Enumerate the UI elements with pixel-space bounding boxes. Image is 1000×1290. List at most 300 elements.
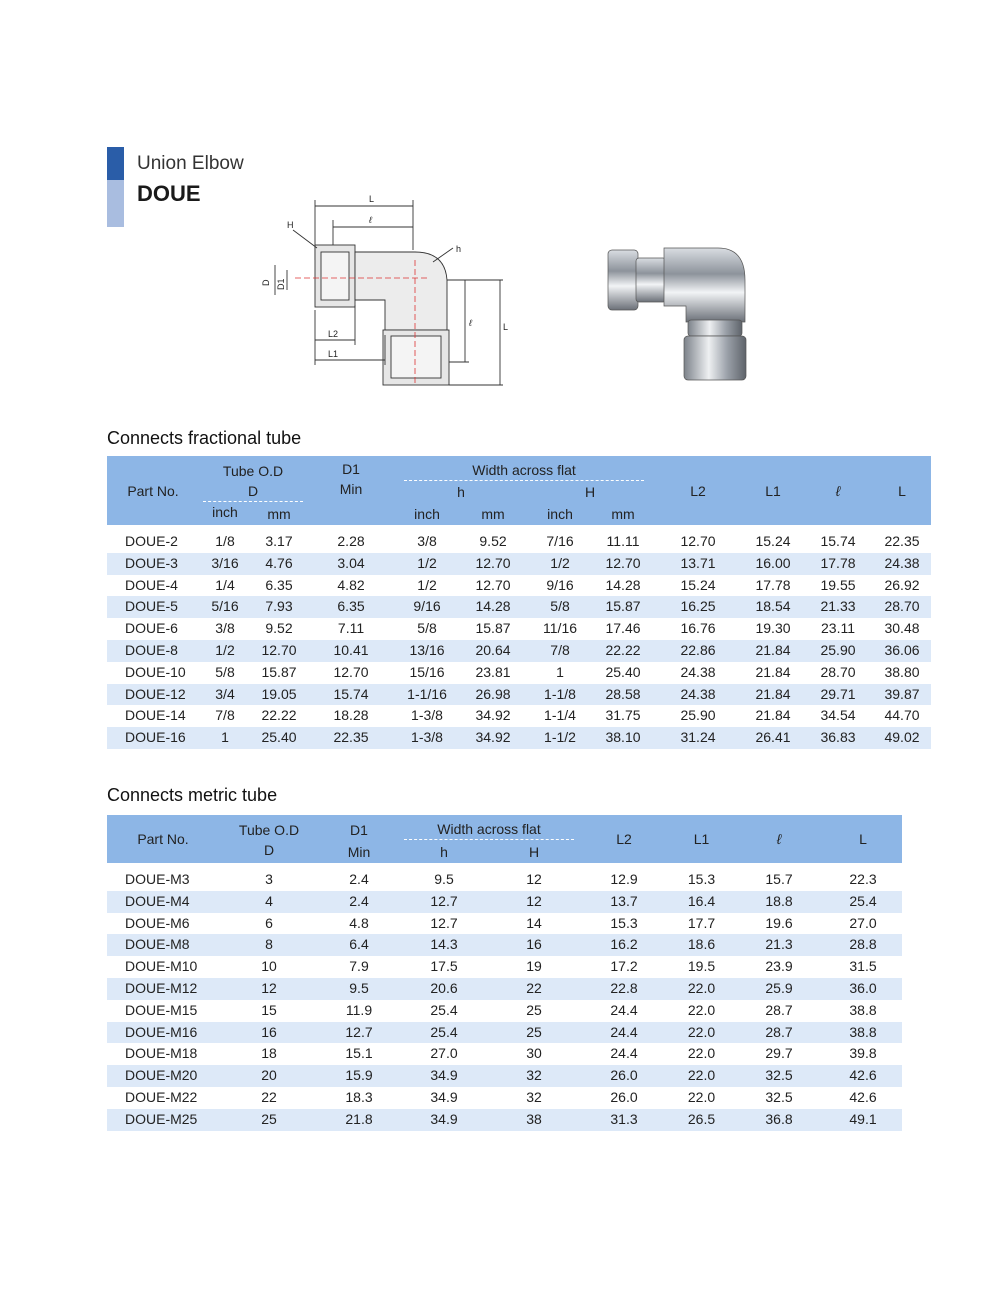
m-col-tube-od: Tube O.D (219, 815, 319, 840)
table-cell: 30.48 (873, 618, 931, 640)
table-cell: 12.70 (593, 553, 653, 575)
product-photo (600, 240, 750, 390)
table-cell: 21.84 (743, 684, 803, 706)
col-H-inch: inch (527, 502, 593, 525)
table-cell: 28.58 (593, 684, 653, 706)
col-h-big: H (527, 481, 653, 502)
dim-label-D1: D1 (276, 278, 286, 290)
table-cell: 1/2 (395, 575, 459, 597)
table-cell: 24.38 (873, 553, 931, 575)
table-cell: 27.0 (399, 1043, 489, 1065)
table-cell: 20.6 (399, 978, 489, 1000)
table-cell: 12.7 (399, 891, 489, 913)
table-cell: 11.9 (319, 1000, 399, 1022)
part-number-cell: DOUE-M6 (107, 913, 219, 935)
table-cell: 1-3/8 (395, 727, 459, 749)
table-cell: 21.84 (743, 662, 803, 684)
table-cell: 25.4 (399, 1000, 489, 1022)
table-cell: 1/2 (199, 640, 251, 662)
table-cell: 4.82 (307, 575, 395, 597)
table-cell: 7/8 (199, 705, 251, 727)
table-cell: 22.86 (653, 640, 743, 662)
table-cell: 24.4 (579, 1043, 669, 1065)
table-cell: 17.5 (399, 956, 489, 978)
table-cell: 1/8 (199, 531, 251, 553)
table-cell: 11/16 (527, 618, 593, 640)
table-cell: 22.0 (669, 1000, 734, 1022)
table-cell: 24.38 (653, 684, 743, 706)
table-row (107, 618, 931, 640)
table-cell: 49.02 (873, 727, 931, 749)
accent-bar-dark (107, 147, 124, 180)
table-row (107, 531, 931, 553)
m-col-width-across-flat (399, 815, 579, 840)
table-cell: 12.7 (399, 913, 489, 935)
table-cell: 6.4 (319, 934, 399, 956)
table-cell: 36.06 (873, 640, 931, 662)
table-cell: 18.54 (743, 596, 803, 618)
table-row (107, 1022, 902, 1044)
table-cell: 25 (489, 1022, 579, 1044)
part-number-cell: DOUE-12 (107, 684, 199, 706)
table-cell: 8 (219, 934, 319, 956)
table-cell: 26.98 (459, 684, 527, 706)
part-number-cell: DOUE-M25 (107, 1109, 219, 1131)
table-cell: 15.7 (734, 869, 824, 891)
table-cell: 32.5 (734, 1065, 824, 1087)
table-cell: 42.6 (824, 1065, 902, 1087)
col-d-inch: inch (199, 502, 251, 525)
table-cell: 3/8 (395, 531, 459, 553)
table-cell: 38.8 (824, 1000, 902, 1022)
table-cell: 5/8 (527, 596, 593, 618)
table-cell: 13/16 (395, 640, 459, 662)
m-col-l-small: ℓ (734, 815, 824, 863)
part-number-cell: DOUE-M22 (107, 1087, 219, 1109)
part-number-cell: DOUE-4 (107, 575, 199, 597)
table-cell: 25.4 (399, 1022, 489, 1044)
table-cell: 12 (219, 978, 319, 1000)
table-row (107, 978, 902, 1000)
table-cell: 22.35 (307, 727, 395, 749)
part-number-cell: DOUE-10 (107, 662, 199, 684)
table-row (107, 596, 931, 618)
part-number-cell: DOUE-M4 (107, 891, 219, 913)
table-cell: 16 (219, 1022, 319, 1044)
table-cell: 23.81 (459, 662, 527, 684)
col-l-small: ℓ (803, 456, 873, 525)
m-col-l1: L1 (669, 815, 734, 863)
table-cell: 15/16 (395, 662, 459, 684)
table-cell: 21.84 (743, 705, 803, 727)
table-row (107, 913, 902, 935)
table-cell: 19.55 (803, 575, 873, 597)
table-row (107, 1065, 902, 1087)
table-cell: 25.9 (734, 978, 824, 1000)
table-cell: 5/16 (199, 596, 251, 618)
table-row (107, 575, 931, 597)
table-cell: 12.9 (579, 869, 669, 891)
table-cell: 15.87 (459, 618, 527, 640)
table-cell: 22.0 (669, 1065, 734, 1087)
table-cell: 9.52 (251, 618, 307, 640)
table-cell: 3/16 (199, 553, 251, 575)
table-cell: 17.2 (579, 956, 669, 978)
table-cell: 31.24 (653, 727, 743, 749)
table-cell: 22 (489, 978, 579, 1000)
dim-label-L-top: L (369, 194, 375, 204)
table-cell: 23.11 (803, 618, 873, 640)
table-cell: 28.7 (734, 1022, 824, 1044)
table-cell: 25.40 (593, 662, 653, 684)
part-number-cell: DOUE-M3 (107, 869, 219, 891)
part-number-cell: DOUE-M8 (107, 934, 219, 956)
table-cell: 22.3 (824, 869, 902, 891)
table-cell: 28.8 (824, 934, 902, 956)
table-cell: 19.05 (251, 684, 307, 706)
dim-label-l-top: ℓ (369, 215, 372, 225)
table-cell: 25.90 (653, 705, 743, 727)
table-cell: 28.70 (873, 596, 931, 618)
table-cell: 25 (489, 1000, 579, 1022)
table-cell: 31.75 (593, 705, 653, 727)
table-cell: 9.5 (399, 869, 489, 891)
part-number-cell: DOUE-3 (107, 553, 199, 575)
table-cell: 19.5 (669, 956, 734, 978)
table-cell: 6.35 (307, 596, 395, 618)
dim-label-H: H (287, 220, 294, 230)
table-cell: 16 (489, 934, 579, 956)
table-cell: 31.5 (824, 956, 902, 978)
col-h-inch: inch (395, 502, 459, 525)
table-cell: 32.5 (734, 1087, 824, 1109)
dim-label-L2: L2 (328, 329, 339, 339)
table-cell: 15.1 (319, 1043, 399, 1065)
table-cell: 21.8 (319, 1109, 399, 1131)
table-cell: 32 (489, 1065, 579, 1087)
table-cell: 25.40 (251, 727, 307, 749)
table-cell: 26.0 (579, 1087, 669, 1109)
m-col-d: D (219, 840, 319, 863)
table-cell: 44.70 (873, 705, 931, 727)
table-row (107, 640, 931, 662)
metric-tube-table (107, 815, 902, 1131)
table-cell: 5/8 (395, 618, 459, 640)
table-cell: 42.6 (824, 1087, 902, 1109)
table-cell: 22 (219, 1087, 319, 1109)
table-cell: 39.87 (873, 684, 931, 706)
col-h-mm: mm (459, 502, 527, 525)
table-cell: 1-1/8 (527, 684, 593, 706)
table-cell: 19.6 (734, 913, 824, 935)
technical-drawing (255, 190, 520, 395)
table-cell: 29.7 (734, 1043, 824, 1065)
table-cell: 24.38 (653, 662, 743, 684)
table-cell: 38 (489, 1109, 579, 1131)
table-cell: 1/2 (527, 553, 593, 575)
table-cell: 19.30 (743, 618, 803, 640)
part-number-cell: DOUE-6 (107, 618, 199, 640)
table-cell: 23.9 (734, 956, 824, 978)
table-cell: 22.0 (669, 1022, 734, 1044)
table-cell: 20.64 (459, 640, 527, 662)
table-cell: 27.0 (824, 913, 902, 935)
table-cell: 49.1 (824, 1109, 902, 1131)
table-cell: 25.4 (824, 891, 902, 913)
table-cell: 1/2 (395, 553, 459, 575)
table-row (107, 1087, 902, 1109)
dim-label-L1: L1 (328, 349, 339, 359)
table-row (107, 727, 931, 749)
table-cell: 15 (219, 1000, 319, 1022)
table-row (107, 553, 931, 575)
table-cell: 15.74 (803, 531, 873, 553)
table-cell: 26.0 (579, 1065, 669, 1087)
col-part-no: Part No. (107, 456, 199, 525)
m-col-min: Min (319, 840, 399, 863)
part-number-cell: DOUE-M10 (107, 956, 219, 978)
m-col-width-across-flat-label: Width across flat (404, 819, 574, 840)
table-cell: 6.35 (251, 575, 307, 597)
table-cell: 12 (489, 869, 579, 891)
col-L: L (873, 456, 931, 525)
table-row (107, 869, 902, 891)
table-cell: 24.4 (579, 1022, 669, 1044)
dim-label-L-side: L (503, 322, 509, 332)
table-cell: 1-1/16 (395, 684, 459, 706)
table-cell: 3 (219, 869, 319, 891)
m-col-L: L (824, 815, 902, 863)
col-d-mm: mm (251, 502, 307, 525)
table-cell: 12.70 (251, 640, 307, 662)
dim-label-D: D (261, 279, 271, 286)
col-d1 (307, 456, 395, 502)
table-cell: 5/8 (199, 662, 251, 684)
table-cell: 1-3/8 (395, 705, 459, 727)
table-cell: 22.0 (669, 1043, 734, 1065)
table-cell: 18.28 (307, 705, 395, 727)
table-cell: 34.54 (803, 705, 873, 727)
table-cell: 38.8 (824, 1022, 902, 1044)
table-cell: 3/4 (199, 684, 251, 706)
table-cell: 1-1/4 (527, 705, 593, 727)
table-cell: 17.78 (803, 553, 873, 575)
accent-bar-light (107, 180, 124, 227)
table-cell: 4.8 (319, 913, 399, 935)
table-cell: 7/8 (527, 640, 593, 662)
table-cell: 22.22 (251, 705, 307, 727)
table-cell: 14.28 (459, 596, 527, 618)
table-cell: 34.9 (399, 1065, 489, 1087)
col-d-label: D (203, 481, 303, 502)
table-cell: 16.4 (669, 891, 734, 913)
table-cell: 36.8 (734, 1109, 824, 1131)
table-cell: 22.35 (873, 531, 931, 553)
table-cell: 30 (489, 1043, 579, 1065)
table-row (107, 1000, 902, 1022)
table-cell: 7.9 (319, 956, 399, 978)
table-cell: 15.24 (653, 575, 743, 597)
part-number-cell: DOUE-M12 (107, 978, 219, 1000)
table-cell: 18.3 (319, 1087, 399, 1109)
table-cell: 38.80 (873, 662, 931, 684)
part-number-cell: DOUE-M20 (107, 1065, 219, 1087)
table-row (107, 934, 902, 956)
table-cell: 4 (219, 891, 319, 913)
table-cell: 12.70 (459, 575, 527, 597)
table-cell: 9.52 (459, 531, 527, 553)
col-d (199, 481, 307, 502)
col-d1-min: Min (339, 481, 363, 497)
table-cell: 2.4 (319, 869, 399, 891)
table-cell: 17.7 (669, 913, 734, 935)
table-cell: 17.78 (743, 575, 803, 597)
table-cell: 18.8 (734, 891, 824, 913)
table-cell: 12.70 (307, 662, 395, 684)
table-cell: 25 (219, 1109, 319, 1131)
table-cell: 6 (219, 913, 319, 935)
table-cell: 15.87 (593, 596, 653, 618)
table-cell: 14.3 (399, 934, 489, 956)
table-cell: 1-1/2 (527, 727, 593, 749)
table-cell: 9/16 (527, 575, 593, 597)
table-cell: 15.3 (579, 913, 669, 935)
table-cell: 3.17 (251, 531, 307, 553)
col-l2: L2 (653, 456, 743, 525)
table-cell: 15.24 (743, 531, 803, 553)
part-number-cell: DOUE-16 (107, 727, 199, 749)
part-number-cell: DOUE-5 (107, 596, 199, 618)
table-cell: 31.3 (579, 1109, 669, 1131)
table-cell: 26.41 (743, 727, 803, 749)
product-subtitle: Union Elbow (137, 153, 244, 174)
col-tube-od: Tube O.D (199, 456, 307, 481)
table-row (107, 684, 931, 706)
table-cell: 1 (527, 662, 593, 684)
table-cell: 22.22 (593, 640, 653, 662)
table-cell: 9.5 (319, 978, 399, 1000)
table-cell: 28.7 (734, 1000, 824, 1022)
part-number-cell: DOUE-8 (107, 640, 199, 662)
table-cell: 34.9 (399, 1109, 489, 1131)
col-l1: L1 (743, 456, 803, 525)
table-cell: 12 (489, 891, 579, 913)
table-cell: 16.76 (653, 618, 743, 640)
metric-section-title: Connects metric tube (107, 785, 278, 805)
table-cell: 10 (219, 956, 319, 978)
dim-label-l-side: ℓ (469, 318, 472, 328)
table-cell: 13.71 (653, 553, 743, 575)
table-cell: 17.46 (593, 618, 653, 640)
table-cell: 18 (219, 1043, 319, 1065)
table-cell: 15.74 (307, 684, 395, 706)
col-d1-empty (307, 502, 395, 525)
table-cell: 9/16 (395, 596, 459, 618)
table-cell: 24.4 (579, 1000, 669, 1022)
table-cell: 22.0 (669, 1087, 734, 1109)
fractional-table-body (107, 525, 931, 749)
table-row (107, 956, 902, 978)
table-cell: 25.90 (803, 640, 873, 662)
m-col-part-no: Part No. (107, 815, 219, 863)
table-cell: 15.87 (251, 662, 307, 684)
table-cell: 10.41 (307, 640, 395, 662)
col-H-mm: mm (593, 502, 653, 525)
table-cell: 1/4 (199, 575, 251, 597)
part-number-cell: DOUE-2 (107, 531, 199, 553)
table-cell: 21.84 (743, 640, 803, 662)
table-cell: 38.10 (593, 727, 653, 749)
table-cell: 21.33 (803, 596, 873, 618)
table-cell: 32 (489, 1087, 579, 1109)
m-col-h-small: h (399, 840, 489, 863)
table-cell: 26.92 (873, 575, 931, 597)
part-number-cell: DOUE-M18 (107, 1043, 219, 1065)
fractional-section-title: Connects fractional tube (107, 428, 302, 448)
table-cell: 34.92 (459, 727, 527, 749)
table-cell: 28.70 (803, 662, 873, 684)
table-cell: 15.3 (669, 869, 734, 891)
table-cell: 11.11 (593, 531, 653, 553)
table-cell: 34.9 (399, 1087, 489, 1109)
table-cell: 7.93 (251, 596, 307, 618)
table-cell: 3/8 (199, 618, 251, 640)
table-cell: 2.28 (307, 531, 395, 553)
table-cell: 13.7 (579, 891, 669, 913)
table-cell: 12.7 (319, 1022, 399, 1044)
table-cell: 12.70 (459, 553, 527, 575)
part-number-cell: DOUE-M15 (107, 1000, 219, 1022)
m-col-l2: L2 (579, 815, 669, 863)
table-cell: 19 (489, 956, 579, 978)
part-number-cell: DOUE-14 (107, 705, 199, 727)
table-cell: 7.11 (307, 618, 395, 640)
table-cell: 14.28 (593, 575, 653, 597)
fractional-tube-table (107, 456, 931, 749)
table-cell: 7/16 (527, 531, 593, 553)
table-cell: 16.25 (653, 596, 743, 618)
col-h-small: h (395, 481, 527, 502)
table-cell: 16.2 (579, 934, 669, 956)
table-cell: 15.9 (319, 1065, 399, 1087)
table-cell: 22.0 (669, 978, 734, 1000)
table-cell: 4.76 (251, 553, 307, 575)
table-row (107, 705, 931, 727)
product-model: DOUE (137, 181, 201, 206)
m-col-d1: D1 (319, 815, 399, 840)
table-row (107, 1109, 902, 1131)
table-cell: 12.70 (653, 531, 743, 553)
table-row (107, 891, 902, 913)
table-cell: 39.8 (824, 1043, 902, 1065)
table-cell: 34.92 (459, 705, 527, 727)
table-cell: 18.6 (669, 934, 734, 956)
table-cell: 3.04 (307, 553, 395, 575)
col-d1-label: D1 (342, 461, 360, 477)
table-cell: 2.4 (319, 891, 399, 913)
table-cell: 16.00 (743, 553, 803, 575)
col-width-across-flat (395, 456, 653, 481)
table-row (107, 662, 931, 684)
dim-label-h: h (456, 244, 462, 254)
table-cell: 14 (489, 913, 579, 935)
table-cell: 29.71 (803, 684, 873, 706)
part-number-cell: DOUE-M16 (107, 1022, 219, 1044)
table-cell: 22.8 (579, 978, 669, 1000)
m-col-h-big: H (489, 840, 579, 863)
table-cell: 36.0 (824, 978, 902, 1000)
metric-table-body (107, 863, 902, 1131)
